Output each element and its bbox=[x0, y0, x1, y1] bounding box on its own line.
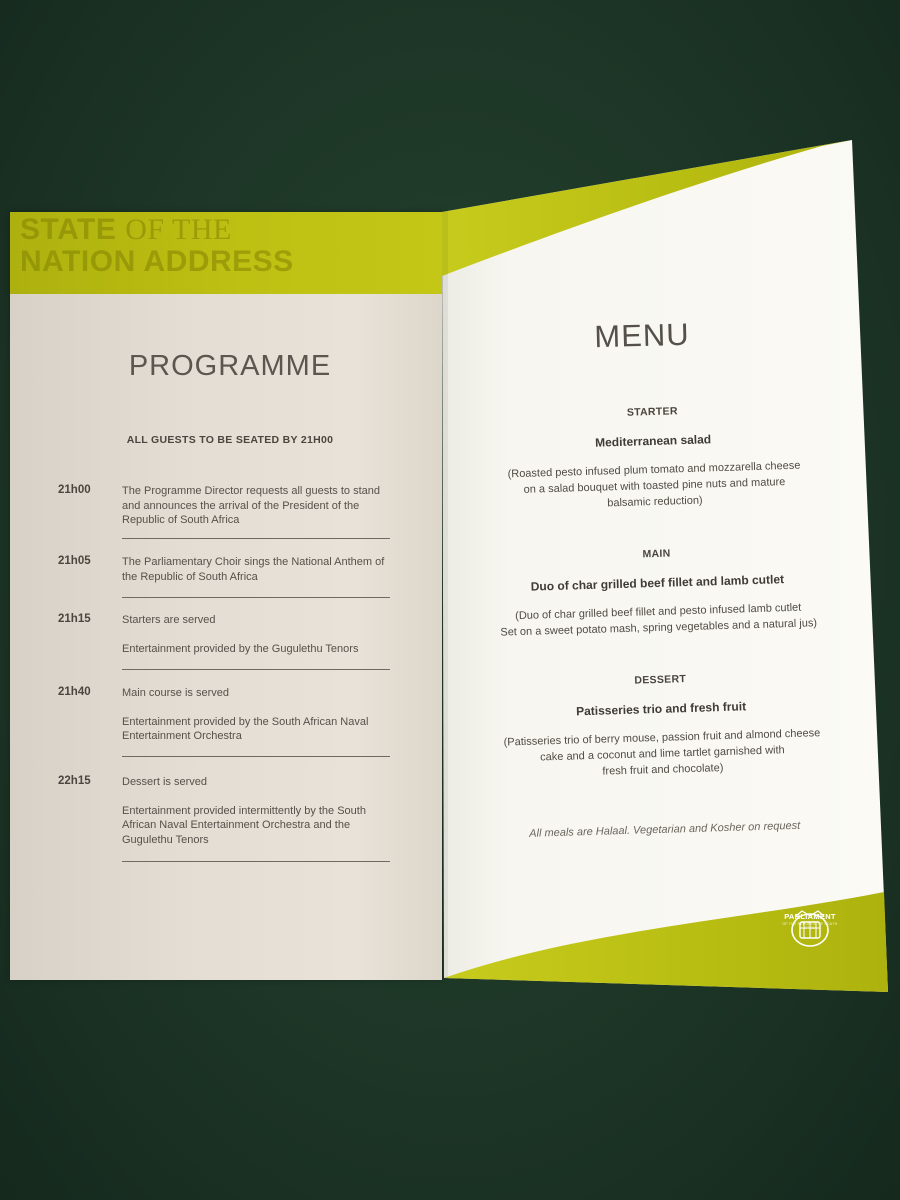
lime-header-band bbox=[10, 212, 442, 294]
divider bbox=[122, 669, 390, 670]
dish-starter: Mediterranean salad bbox=[594, 432, 712, 450]
desc-line: (Roasted pesto infused plum tomato and mozzarella cheese bbox=[507, 459, 801, 481]
band-title-state: STATE bbox=[20, 213, 117, 246]
programme-line: The Programme Director requests all guests to stand and announces the arrival of the President of the Republic of South Africa bbox=[122, 485, 381, 526]
band-title-of-the: OF THE bbox=[125, 213, 232, 246]
programme-line: Entertainment provided intermittently by the South African Naval Entertainment Orchestra and the Gugulethu Tenors bbox=[122, 804, 366, 846]
programme-line: Entertainment provided by the Gugulethu Tenors bbox=[122, 642, 359, 655]
programme-line: Entertainment provided by the South African Naval Entertainment Orchestra bbox=[122, 715, 369, 742]
programme-text bbox=[122, 775, 390, 847]
logo-label: PARLIAMENT bbox=[784, 912, 836, 921]
programme-text bbox=[122, 686, 390, 744]
desc-line: (Duo of char grilled beef fillet and pesto infused lamb cutlet bbox=[515, 601, 802, 623]
programme-line: Main course is served bbox=[122, 687, 229, 699]
programme-time: 21h00 bbox=[58, 484, 91, 496]
menu-panel bbox=[442, 140, 890, 1000]
dish-main: Duo of char grilled beef fillet and lamb cutlet bbox=[530, 572, 785, 594]
programme-time: 21h40 bbox=[58, 686, 91, 698]
divider bbox=[122, 756, 390, 757]
divider bbox=[122, 597, 390, 598]
section-heading-dessert: DESSERT bbox=[634, 673, 687, 687]
programme-line: Dessert is served bbox=[122, 776, 207, 788]
programme-time: 21h15 bbox=[58, 613, 91, 625]
section-heading-main: MAIN bbox=[642, 547, 671, 561]
section-heading-starter: STARTER bbox=[626, 405, 678, 419]
programme-line: Starters are served bbox=[122, 614, 216, 626]
dish-dessert: Patisseries trio and fresh fruit bbox=[575, 699, 747, 719]
programme-text bbox=[122, 555, 390, 584]
band-title-nation-address: NATION ADDRESS bbox=[20, 245, 294, 278]
desc-line: on a salad bouquet with toasted pine nuts and mature bbox=[523, 476, 786, 496]
divider bbox=[122, 861, 390, 862]
desc-line: cake and a coconut and lime tartlet garnished with bbox=[540, 744, 785, 764]
menu-content bbox=[482, 397, 835, 841]
parliament-logo bbox=[782, 910, 838, 930]
dietary-note: All meals are Halaal. Vegetarian and Kosher on request bbox=[529, 819, 801, 840]
programme-text bbox=[122, 613, 390, 656]
programme-time: 21h05 bbox=[58, 555, 91, 567]
desc-line: fresh fruit and chocolate) bbox=[602, 762, 724, 778]
desc-line: Set on a sweet potato mash, spring vegetables and a natural jus) bbox=[500, 617, 818, 639]
programme-title: PROGRAMME bbox=[128, 350, 332, 382]
desc-line: (Patisseries trio of berry mouse, passion fruit and almond cheese bbox=[503, 727, 821, 749]
programme-line: The Parliamentary Choir sings the National Anthem of the Republic of South Africa bbox=[122, 556, 385, 583]
desc-line: balsamic reduction) bbox=[607, 494, 703, 510]
programme-panel bbox=[10, 212, 442, 980]
divider bbox=[122, 538, 390, 539]
programme-text bbox=[122, 484, 390, 528]
menu-title: MENU bbox=[593, 316, 691, 355]
logo-sub: OF THE REPUBLIC OF SOUTH AFRICA bbox=[782, 922, 838, 930]
sona-faded-title bbox=[20, 214, 294, 278]
seated-note: ALL GUESTS TO BE SEATED BY 21H00 bbox=[126, 434, 334, 446]
programme-time: 22h15 bbox=[58, 775, 91, 787]
